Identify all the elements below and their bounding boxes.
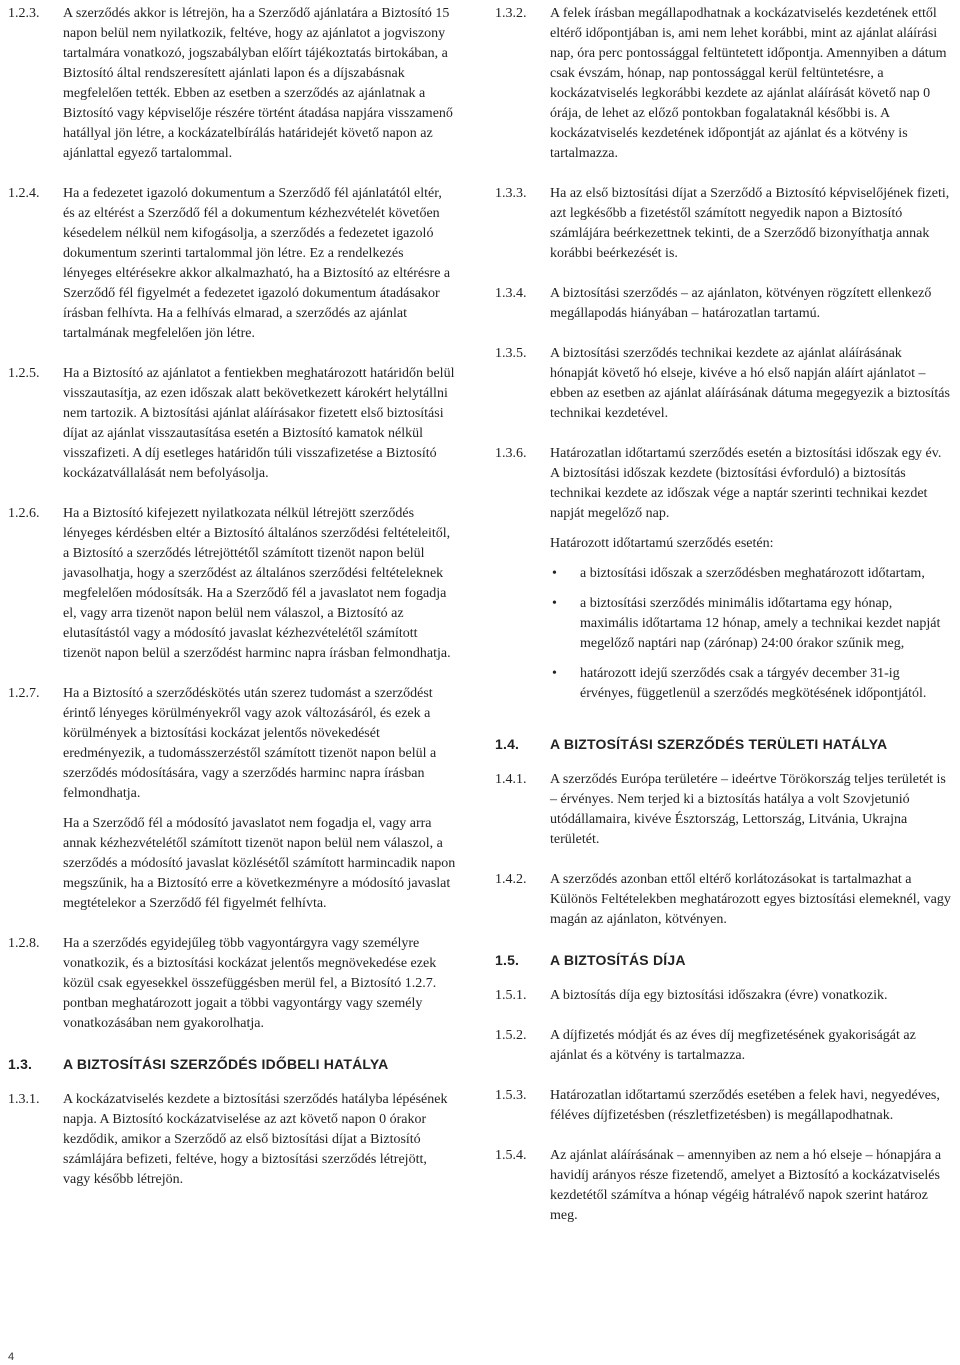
- clause-1-2-3: [8, 4, 456, 164]
- clause-number: 1.3.1.: [8, 1092, 40, 1107]
- clause-text: Az ajánlat aláírásának – amennyiben az nem a hó elseje – hónapjára a havidíj arányos része fizetendő, amelyet a Biztosító a kockázatviselés kezdetétől számítva a hónap végéig hátralévő napok szerint határoz meg.: [550, 1148, 942, 1223]
- clause-text: A szerződés azonban ettől eltérő korlátozásokat is tartalmazhat a Különös Feltételekben meghatározott egyes biztosítási elemeknél, vagy magán az ajánlaton, kötvényen.: [550, 872, 951, 927]
- clause-text: A díjfizetés módját és az éves díj megfizetésének gyakoriságát az ajánlat és a kötvény is tartalmazza.: [550, 1028, 916, 1063]
- clause-1-3-5: [495, 344, 953, 424]
- clause-text: Ha az első biztosítási díjat a Szerződő a Biztosító képviselőjének fizeti, azt legkésőbb a fizetéstől számított negyedik napon a Biztosító számlájára beérkezettnek tekinti, de a Szerződő bizonyíthatja annak korábbi beérkezését is.: [550, 186, 950, 261]
- clause-number: 1.2.5.: [8, 366, 40, 381]
- section-heading-1-3: [8, 1054, 456, 1074]
- clause-number: 1.3.4.: [495, 286, 527, 301]
- page-number: 4: [8, 1351, 15, 1363]
- clause-text: A felek írásban megállapodhatnak a kockázatviselés kezdetének ettől eltérő időpontjában is, ami nem lehet korábbi, mint az ajánlat aláírási nap, óra perc pontossággal feltüntetett időpontja. Amennyiben a dátum csak évszám, hónap, nap pontossággal kerül feltüntetésre, a kockázatviselés legkorábbi kezdete az ajánlat aláírását követő nap 0 órája, de lehet az előző pontokban fogalataknál későbbi is. A kockázatviselés kezdetének időpontját az ajánlat és a kötvény is tartalmazza.: [550, 6, 947, 161]
- section-number: 1.4.: [495, 736, 520, 752]
- section-title: A BIZTOSÍTÁSI SZERZŐDÉS IDŐBELI HATÁLYA: [63, 1056, 389, 1072]
- clause-text: A kockázatviselés kezdete a biztosítási szerződés hatályba lépésének napja. A Biztosító kockázatviselése az azt követő napon 0 órakor kezdődik, amikor a Szerződő az első biztosítási díjat a Biztosító számlájára befizeti, feltéve, hogy a biztosítási szerződés létrejött, vagy később létrejön.: [63, 1092, 448, 1187]
- clause-number: 1.2.8.: [8, 936, 40, 951]
- clause-number: 1.4.2.: [495, 872, 527, 887]
- section-number: 1.5.: [495, 952, 520, 968]
- clause-number: 1.3.5.: [495, 346, 527, 361]
- clause-1-5-4: [495, 1146, 953, 1226]
- clause-1-2-8: [8, 934, 456, 1034]
- clause-number: 1.5.1.: [495, 988, 527, 1003]
- clause-number: 1.2.4.: [8, 186, 40, 201]
- section-heading-1-5: [495, 950, 953, 970]
- clause-paragraph: Ha a Biztosító a szerződéskötés után szerez tudomást a szerződést érintő lényeges körülményekről vagy azok változásáról, és ezek a körülmények a biztosítási kockázat jelentős növekedését eredményezik, a tudomásszerzéstől számított tizenöt napon belül a szerződés módosítására, vagy a szerződés harminc napra írásban felmondhatja.: [63, 686, 437, 801]
- clause-text: A biztosítási szerződés technikai kezdete az ajánlat aláírásának hónapját követő hó elseje, kivéve a hó első napján aláírt ajánlatot – ebben az esetben az ajánlat aláírásának dátuma megegyezik a biztosítás technikai kezdetével.: [550, 346, 950, 421]
- clause-number: 1.5.2.: [495, 1028, 527, 1043]
- clause-1-3-3: [495, 184, 953, 264]
- clause-paragraph: Határozatlan időtartamú szerződés esetén a biztosítási időszak egy év. A biztosítási időszak kezdete (biztosítási évforduló) a biztosítás technikai kezdete az időszak vége a naptár szerinti technikai kezdet napját megelőző nap.: [550, 446, 942, 521]
- clause-body: [550, 444, 953, 714]
- clause-1-4-1: [495, 770, 953, 850]
- clause-text: Ha a fedezetet igazoló dokumentum a Szerződő fél ajánlatától eltér, és az eltérést a Szerződő fél a dokumentum kézhezvételét követően késedelem nélkül nem kifogásolja, a szerződés a fedezetet igazoló dokumentum szerinti tartalommal jön létre. Ez a rendelkezés lényeges eltérésekre akkor alkalmazható, ha a Biztosító az eltérésre a Szerződő fél figyelmét a fedezetet igazoló dokumentum átadásakor írásban felhívta. Ha a felhívás elmarad, a szerződés az ajánlat tartalmának megfelelően jön létre.: [63, 186, 451, 341]
- clause-1-3-1: [8, 1090, 456, 1190]
- clause-body: [63, 684, 456, 914]
- clause-text: Ha a szerződés egyidejűleg több vagyontárgyra vagy személyre vonatkozik, és a biztosítási kockázat jelentős megnövekedése ezek közül csak egyesekkel összefüggésben merül fel, a Biztosító 1.2.7. pontban meghatározott jogait a többi vagyontárgy vagy személy vonatkozásában nem gyakorolhatja.: [63, 936, 437, 1031]
- clause-1-5-1: [495, 986, 953, 1006]
- clause-number: 1.3.3.: [495, 186, 527, 201]
- clause-text: Határozatlan időtartamú szerződés esetében a felek havi, negyedéves, féléves díjfizetésben (részletfizetésben) is megállapodhatnak.: [550, 1088, 940, 1123]
- clause-1-2-5: [8, 364, 456, 484]
- list-item: • a biztosítási szerződés minimális időtartama egy hónap, maximális időtartama 12 hónap, amely a technikai kezdet napját megelőző naptári nap (zárónap) 24:00 órakor szűnik meg,: [550, 594, 953, 654]
- section-title: A BIZTOSÍTÁSI SZERZŐDÉS TERÜLETI HATÁLYA: [550, 736, 888, 752]
- clause-1-2-4: [8, 184, 456, 344]
- clause-text: A biztosítás díja egy biztosítási időszakra (évre) vonatkozik.: [550, 988, 888, 1003]
- clause-1-3-6: [495, 444, 953, 714]
- left-column: [8, 4, 456, 1210]
- right-column: [495, 4, 953, 1246]
- clause-text: A szerződés akkor is létrejön, ha a Szerződő ajánlatára a Biztosító 15 napon belül nem nyilatkozik, feltéve, hogy az ajánlatot a jogviszony tartalmára vonatkozó, jogszabályban előírt tájékoztatás birtokában, a Biztosító által rendszeresített ajánlati lapon és a díjszabásnak megfelelően tették. Ebben az esetben a szerződés az ajánlatnak a Biztosító vagy képviselője részére történt átadása napjára visszamenő hatállyal jön létre, a kockázatelbírálás határidejét követő napon az ajánlattal egyező tartalommal.: [63, 6, 453, 161]
- clause-paragraph: Ha a Szerződő fél a módosító javaslatot nem fogadja el, vagy arra annak kézhezvételétől számított tizenöt napon belül nem válaszol, a szerződés a módosító javaslat közlésétől számított harmincadik napon megszűnik, ha a Biztosító erre a következményre a módosító javaslat megtételekor a Szerződő fél figyelmét felhívta.: [63, 816, 456, 911]
- section-number: 1.3.: [8, 1056, 33, 1072]
- clause-1-3-4: [495, 284, 953, 324]
- list-item: • a biztosítási időszak a szerződésben meghatározott időtartam,: [550, 564, 953, 584]
- clause-paragraph: Határozott időtartamú szerződés esetén:: [550, 536, 774, 551]
- list-item: • határozott idejű szerződés csak a tárgyév december 31-ig érvényes, függetlenül a szerződés megkötésének időpontjától.: [550, 664, 953, 704]
- clause-number: 1.3.6.: [495, 446, 527, 461]
- clause-1-2-6: [8, 504, 456, 664]
- bullet-list: [550, 564, 953, 704]
- clause-1-3-2: [495, 4, 953, 164]
- clause-number: 1.5.3.: [495, 1088, 527, 1103]
- clause-1-5-2: [495, 1026, 953, 1066]
- clause-text: A biztosítási szerződés – az ajánlaton, kötvényen rögzített ellenkező megállapodás hiányában – határozatlan tartamú.: [550, 286, 932, 321]
- clause-number: 1.2.7.: [8, 686, 40, 701]
- clause-number: 1.3.2.: [495, 6, 527, 21]
- clause-text: Ha a Biztosító az ajánlatot a fentiekben meghatározott határidőn belül visszautasítja, az ezen időszak alatt bekövetkezett károkért helytállni nem tartozik. A biztosítási ajánlat aláírásakor fizetett első biztosítási díjat az ajánlat visszautasítása esetén a Biztosító kamatok nélkül visszafizeti. A díj esetleges határidőn túli visszafizetése a Biztosító kockázatvállalását nem befolyásolja.: [63, 366, 455, 481]
- clause-number: 1.2.3.: [8, 6, 40, 21]
- clause-number: 1.5.4.: [495, 1148, 527, 1163]
- clause-number: 1.2.6.: [8, 506, 40, 521]
- clause-number: 1.4.1.: [495, 772, 527, 787]
- section-title: A BIZTOSÍTÁS DÍJA: [550, 952, 686, 968]
- clause-1-4-2: [495, 870, 953, 930]
- clause-1-2-7: [8, 684, 456, 914]
- clause-1-5-3: [495, 1086, 953, 1126]
- clause-text: A szerződés Európa területére – ideértve Törökország teljes területét is – érvényes. Nem terjed ki a biztosítás hatálya a volt Szovjetunió utódállamaira, kivéve Észtország, Lettország, Litvánia, Ukrajna területét.: [550, 772, 946, 847]
- clause-text: Ha a Biztosító kifejezett nyilatkozata nélkül létrejött szerződés lényeges kérdésben eltér a Biztosító általános szerződési feltételeitől, a Biztosító a szerződés létrejöttétől számított tizenöt napon belül javasolhatja, hogy a szerződést az általános szerződési feltételeknek megfelelően módosítsák. Ha a Szerződő fél a javaslatot nem fogadja el, vagy arra tizenöt napon belül nem válaszol, a Biztosító az elutasítástól vagy a módosító javaslat kézhezvételétől számított tizenöt napon belül a szerződést harminc napra írásban felmondhatja.: [63, 506, 451, 661]
- section-heading-1-4: [495, 734, 953, 754]
